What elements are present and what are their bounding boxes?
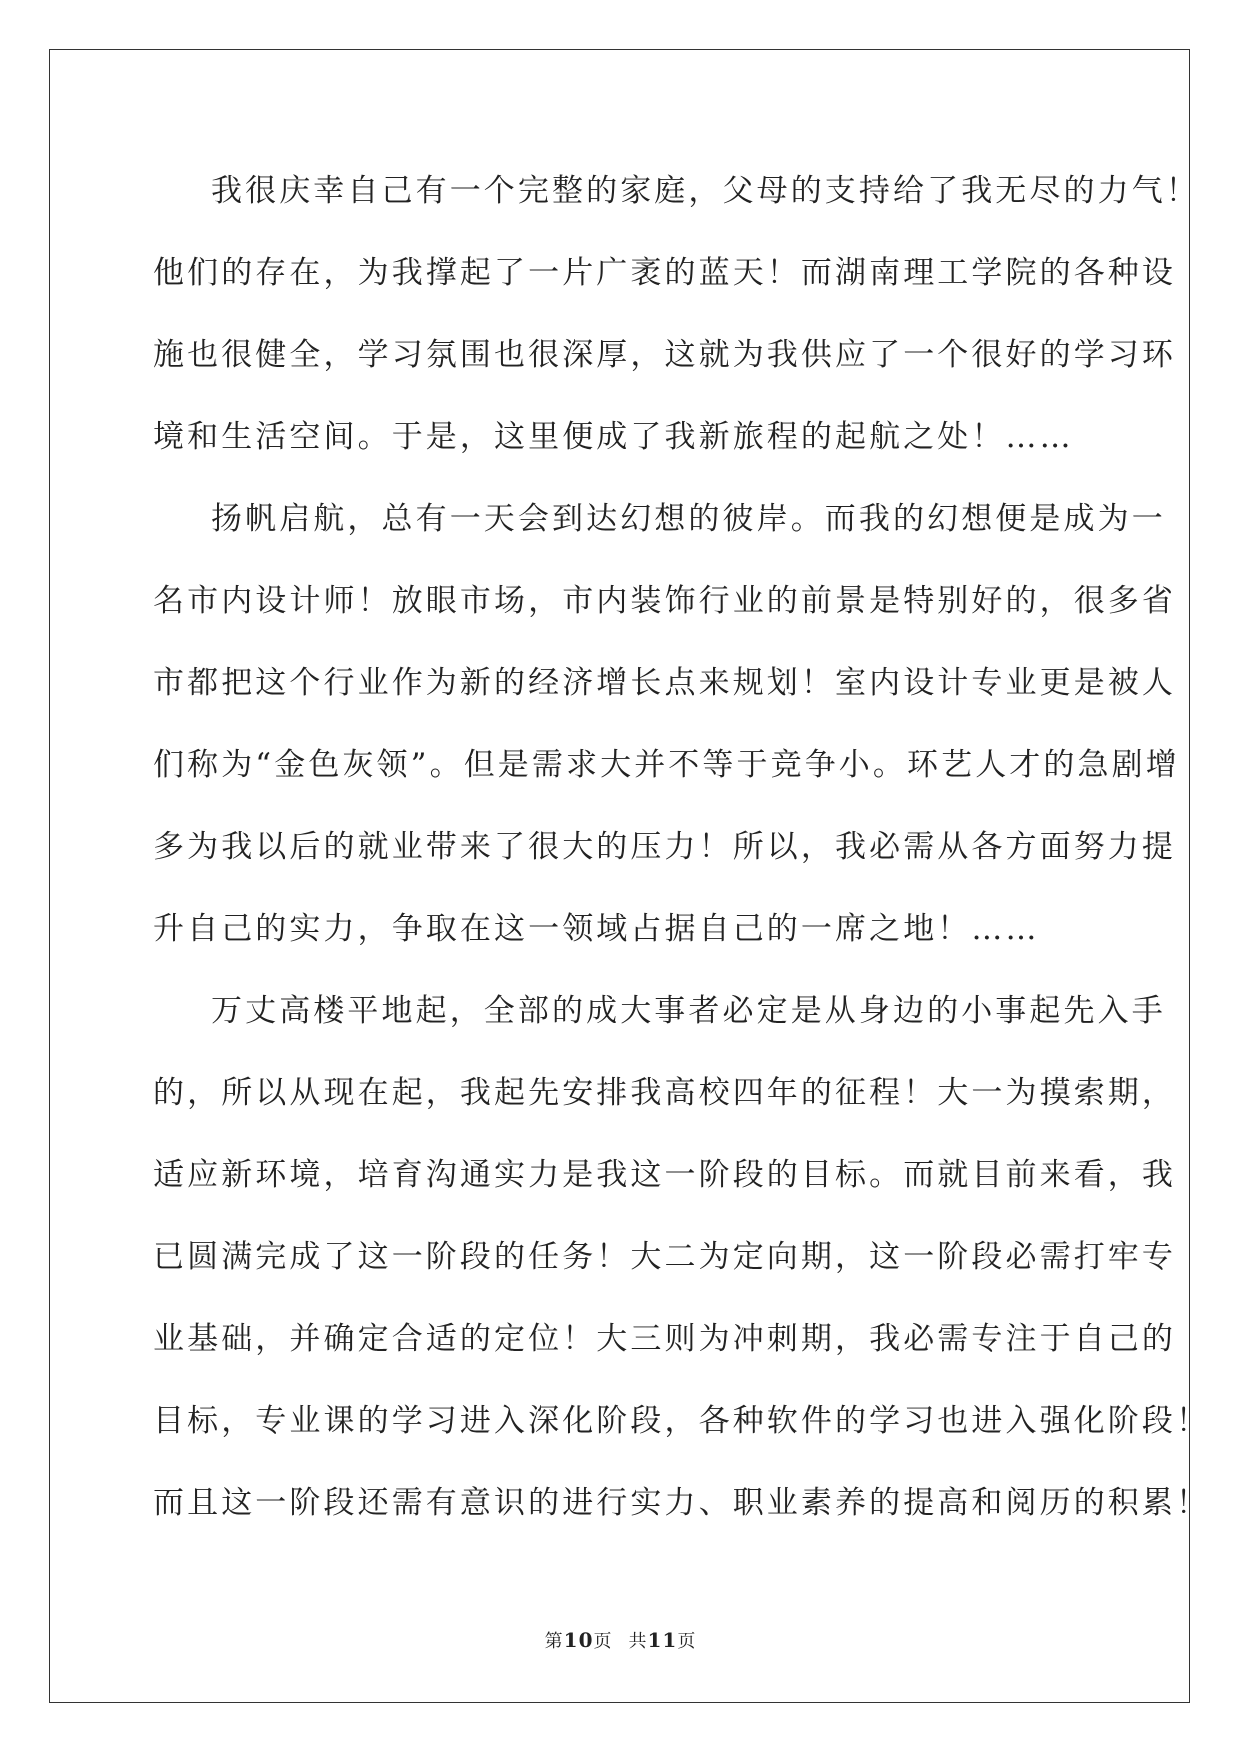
page-footer xyxy=(0,1627,1241,1653)
paragraph-line: 而且这一阶段还需有意识的进行实力、职业素养的提高和阅历的积累！ xyxy=(153,1485,1211,1521)
paragraph-line: 境和生活空间。于是，这里便成了我新旅程的起航之处！…… xyxy=(153,419,1074,455)
paragraph-first-line: 扬帆启航，总有一天会到达幻想的彼岸。而我的幻想便是成为一 xyxy=(211,501,1166,537)
paragraph-line: 适应新环境，培育沟通实力是我这一阶段的目标。而就目前来看，我 xyxy=(153,1157,1176,1193)
paragraph-line: 他们的存在，为我撑起了一片广袤的蓝天！而湖南理工学院的各种设 xyxy=(153,255,1176,291)
page-prefix: 第 xyxy=(544,1631,564,1652)
paragraph-line: 已圆满完成了这一阶段的任务！大二为定向期，这一阶段必需打牢专 xyxy=(153,1239,1176,1275)
document-body xyxy=(153,150,1211,1544)
paragraph-line: 名市内设计师！放眼市场，市内装饰行业的前景是特别好的，很多省 xyxy=(153,583,1176,619)
paragraph-first-line: 我很庆幸自己有一个完整的家庭，父母的支持给了我无尽的力气！ xyxy=(211,173,1200,209)
page-suffix: 页 xyxy=(593,1631,613,1652)
current-page-number: 10 xyxy=(563,1628,594,1652)
total-page-number: 11 xyxy=(647,1628,678,1652)
paragraph-line: 市都把这个行业作为新的经济增长点来规划！室内设计专业更是被人 xyxy=(153,665,1176,701)
paragraph-line: 施也很健全，学习氛围也很深厚，这就为我供应了一个很好的学习环 xyxy=(153,337,1176,373)
paragraph-first-line: 万丈高楼平地起，全部的成大事者必定是从身边的小事起先入手 xyxy=(211,993,1166,1029)
paragraph-line: 多为我以后的就业带来了很大的压力！所以，我必需从各方面努力提 xyxy=(153,829,1176,865)
paragraph-line: 升自己的实力，争取在这一领域占据自己的一席之地！…… xyxy=(153,911,1040,947)
paragraph-line: 业基础，并确定合适的定位！大三则为冲刺期，我必需专注于自己的 xyxy=(153,1321,1176,1357)
total-prefix: 共 xyxy=(628,1631,648,1652)
total-suffix: 页 xyxy=(677,1631,697,1652)
paragraph-line: 的，所以从现在起，我起先安排我高校四年的征程！大一为摸索期， xyxy=(153,1075,1176,1111)
paragraph-line: 们称为“金色灰领”。但是需求大并不等于竞争小。环艺人才的急剧增 xyxy=(153,747,1180,783)
paragraph-line: 目标，专业课的学习进入深化阶段，各种软件的学习也进入强化阶段！ xyxy=(153,1403,1211,1439)
